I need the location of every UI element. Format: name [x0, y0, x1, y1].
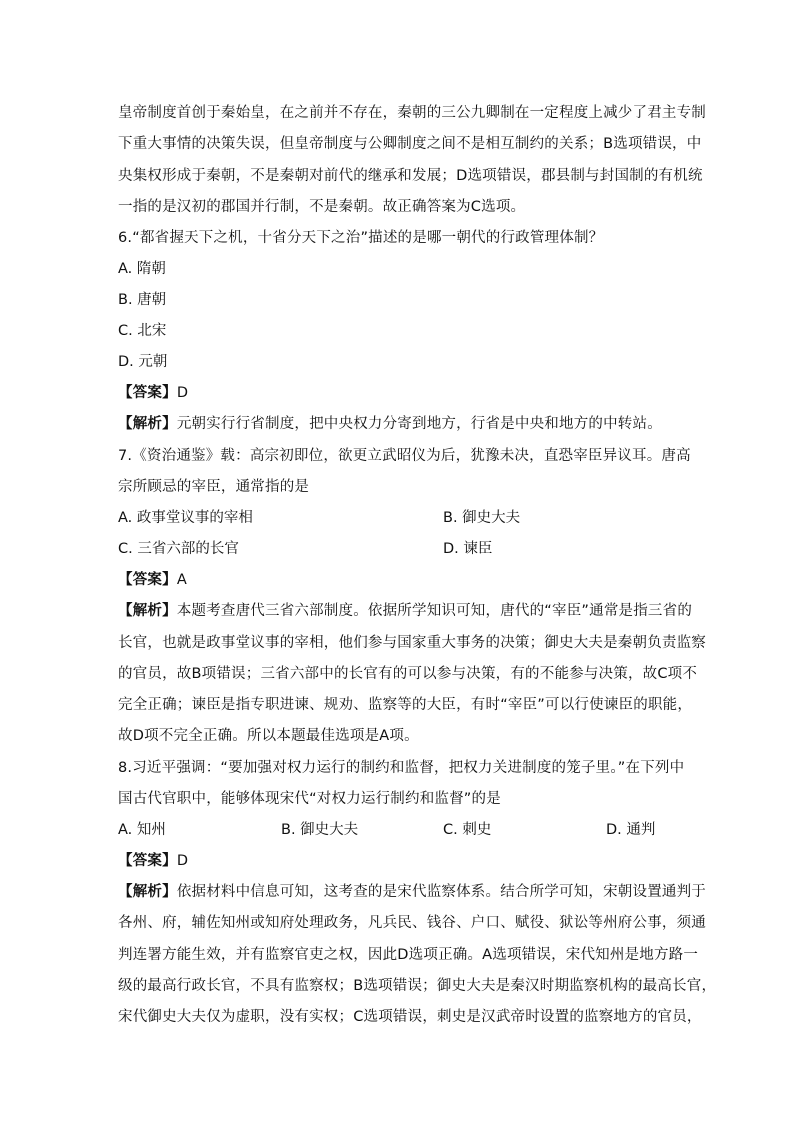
- q7-analysis-text-1: 本题考查唐代三省六部制度。依据所学知识可知，唐代的“宰臣”通常是指三省的: [176, 603, 693, 619]
- answer-tag: 【答案】: [118, 385, 177, 401]
- intro-line-3: 央集权形成于秦朝，不是秦朝对前代的继承和发展；D选项错误，郡县制与封国制的有机统: [118, 168, 703, 184]
- analysis-tag: 【解析】: [118, 603, 177, 619]
- answer-tag: 【答案】: [118, 853, 177, 869]
- q8-analysis-line-5: 宋代御史大夫仅为虚职，没有实权；C选项错误，刺史是汉武帝时设置的监察地方的官员，: [118, 1009, 702, 1025]
- q8-analysis-line-3: 判连署方能生效，并有监察官吏之权，因此D选项正确。A选项错误，宋代知州是地方路一: [118, 947, 699, 963]
- q6-option-b: B. 唐朝: [118, 292, 167, 308]
- q8-option-c: C. 刺史: [443, 822, 492, 838]
- q8-option-d: D. 通判: [606, 822, 656, 838]
- q7-option-b: B. 御史大夫: [443, 510, 521, 526]
- q7-analysis-line-5: 故D项不完全正确。所以本题最佳选项是A项。: [118, 728, 419, 744]
- q8-stem-line-2: 国古代官职中，能够体现宋代“对权力运行制约和监督”的是: [118, 791, 501, 807]
- q7-answer-value: A: [176, 572, 187, 588]
- q8-analysis-text-1: 依据材料中信息可知，这考查的是宋代监察体系。结合所学可知，宋朝设置通判于: [176, 884, 707, 900]
- q7-option-a: A. 政事堂议事的宰相: [118, 510, 253, 526]
- analysis-tag: 【解析】: [118, 416, 177, 432]
- q8-answer: [118, 851, 678, 871]
- intro-line-4: 一指的是汉初的郡国并行制，不是秦朝。故正确答案为C选项。: [118, 199, 526, 215]
- q6-option-d: D. 元朝: [118, 354, 168, 370]
- q6-option-c: C. 北宋: [118, 323, 167, 339]
- q8-analysis-line-1: [118, 882, 707, 902]
- q7-analysis-line-1: [118, 601, 693, 621]
- q7-stem-line-2: 宗所顾忌的宰臣，通常指的是: [118, 479, 310, 495]
- q7-analysis-line-2: 长官，也就是政事堂议事的宰相，他们参与国家重大事务的决策；御史大夫是秦朝负责监察: [118, 635, 706, 651]
- q7-answer: [118, 570, 678, 590]
- q8-stem-line-1: 8.习近平强调：“要加强对权力运行的制约和监督，把权力关进制度的笼子里。”在下列中: [118, 760, 685, 776]
- q8-analysis-line-2: 各州、府，辅佐知州或知府处理政务，凡兵民、钱谷、户口、赋役、狱讼等州府公事，须通: [118, 915, 706, 931]
- analysis-tag: 【解析】: [118, 884, 177, 900]
- q6-answer: [118, 383, 678, 403]
- q7-option-c: C. 三省六部的长官: [118, 541, 239, 557]
- q7-analysis-line-3: 的官员，故B项错误；三省六部中的长官有的可以参与决策，有的不能参与决策，故C项不: [118, 666, 698, 682]
- intro-line-1: 皇帝制度首创于秦始皇，在之前并不存在，秦朝的三公九卿制在一定程度上减少了君主专制: [118, 105, 706, 121]
- q8-answer-value: D: [176, 853, 189, 869]
- intro-line-2: 下重大事情的决策失误，但皇帝制度与公卿制度之间不是相互制约的关系；B选项错误，中: [118, 136, 702, 152]
- q7-option-d: D. 谏臣: [443, 541, 493, 557]
- q7-analysis-line-4: 完全正确；谏臣是指专职进谏、规劝、监察等的大臣，有时“宰臣”可以行使谏臣的职能，: [118, 697, 693, 713]
- q8-analysis-line-4: 级的最高行政长官，不具有监察权；B选项错误；御史大夫是秦汉时期监察机构的最高长官，: [118, 978, 717, 994]
- q8-option-a: A. 知州: [118, 822, 166, 838]
- q7-stem-line-1: 7.《资治通鉴》载：高宗初即位，欲更立武昭仪为后，犹豫未决，直恐宰臣异议耳。唐高: [118, 448, 691, 464]
- q6-option-a: A. 隋朝: [118, 261, 166, 277]
- q6-analysis: [118, 414, 678, 434]
- q8-option-b: B. 御史大夫: [281, 822, 359, 838]
- q6-answer-value: D: [176, 385, 189, 401]
- q6-analysis-text: 元朝实行行省制度，把中央权力分寄到地方，行省是中央和地方的中转站。: [176, 416, 662, 432]
- answer-tag: 【答案】: [118, 572, 177, 588]
- q6-stem: 6.“都省握天下之机，十省分天下之治”描述的是哪一朝代的行政管理体制？: [118, 230, 604, 246]
